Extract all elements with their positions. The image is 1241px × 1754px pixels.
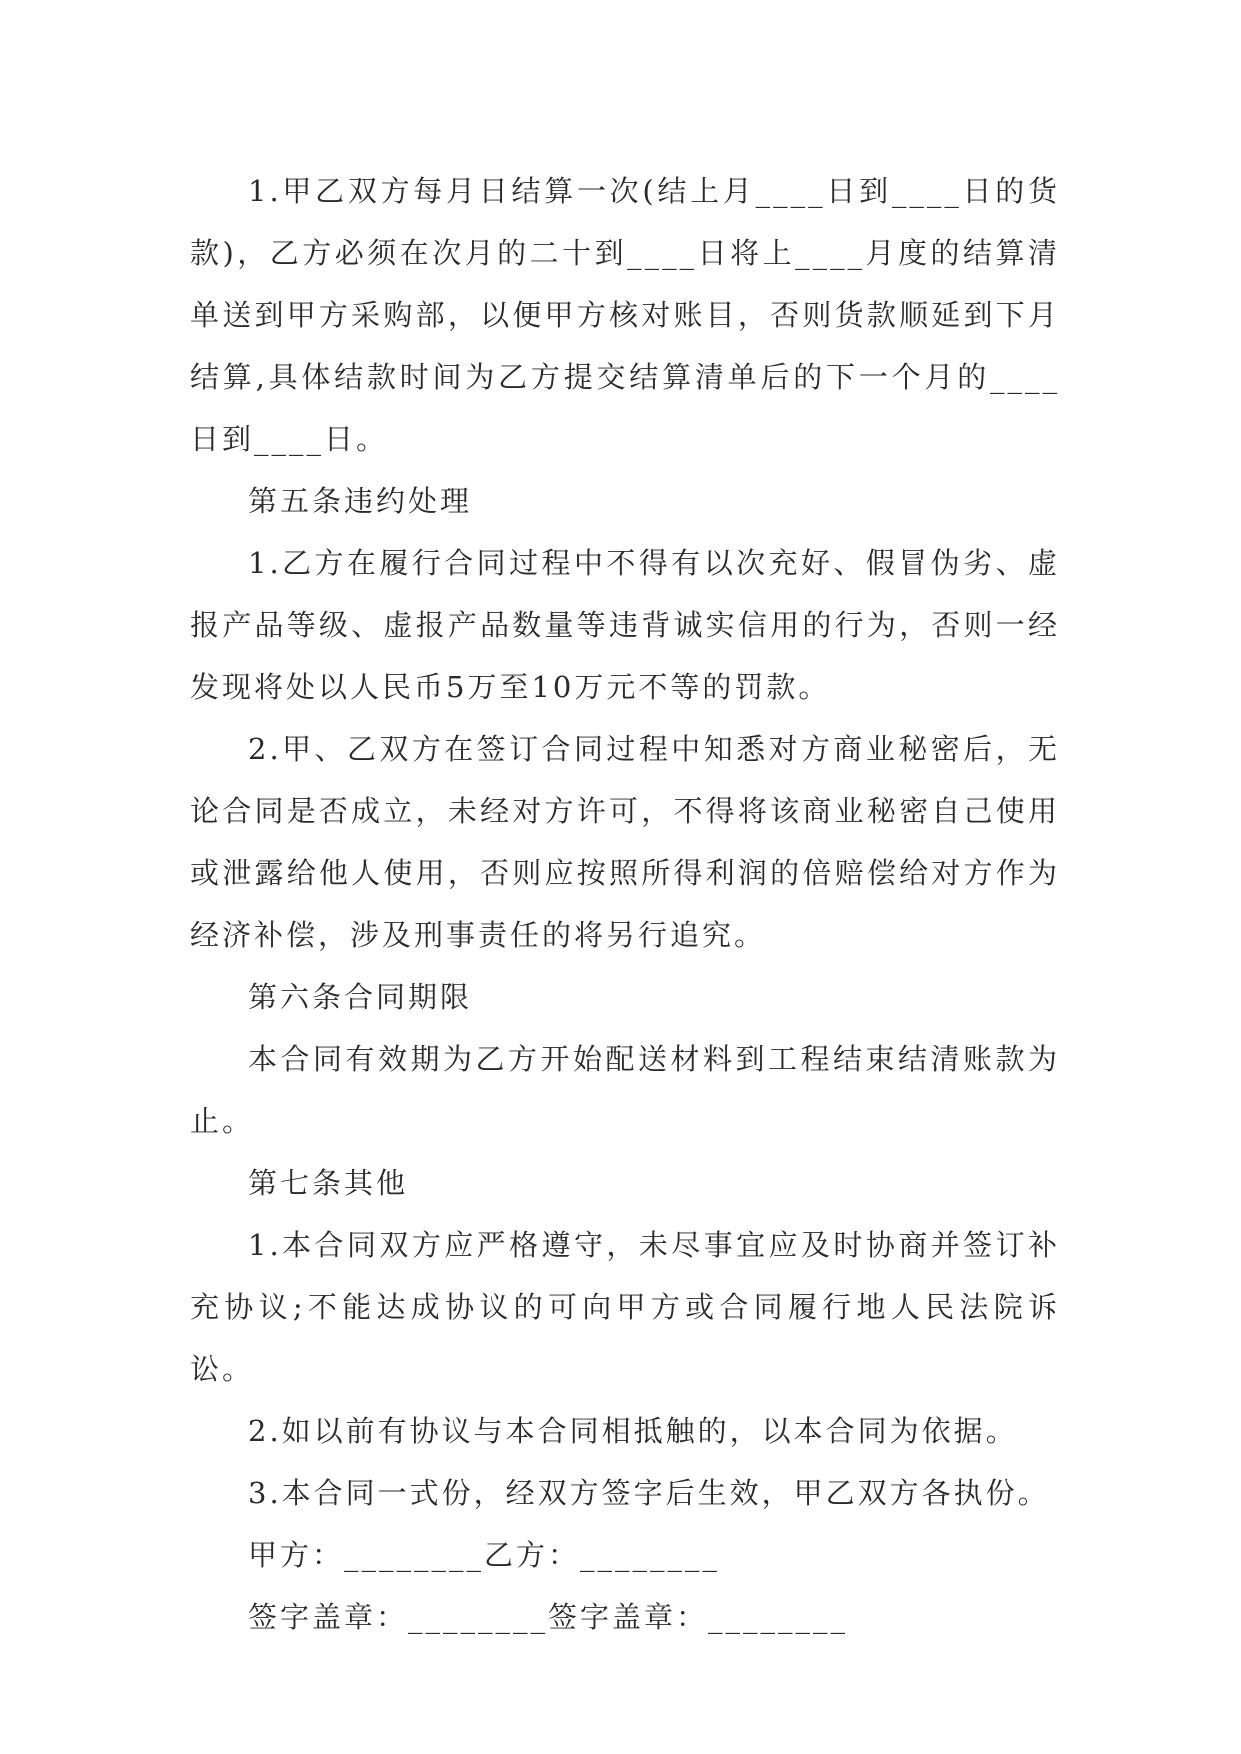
- clause-4-item-1: 1.甲乙双方每月日结算一次(结上月____日到____日的货款)，乙方必须在次月的二十到____日将上____月度的结算清单送到甲方采购部，以便甲方核对账目，否则货款顺延到下月结算,具体结款时间为乙方提交结算清单后的下一个月的____日到____日。: [190, 174, 1060, 456]
- clause-7-item-2: 2.如以前有协议与本合同相抵触的，以本合同为依据。: [248, 1414, 1018, 1448]
- clause-5-heading: 第五条违约处理: [248, 484, 473, 518]
- signature-parties-line: 甲方：________乙方：________: [248, 1538, 721, 1572]
- clause-6-body: 本合同有效期为乙方开始配送材料到工程结束结清账款为止。: [190, 1042, 1060, 1138]
- clause-7-item-3: 3.本合同一式份，经双方签字后生效，甲乙双方各执份。: [248, 1476, 1050, 1510]
- clause-6-heading: 第六条合同期限: [248, 980, 473, 1014]
- clause-7-heading: 第七条其他: [248, 1166, 409, 1200]
- clause-5-item-1: 1.乙方在履行合同过程中不得有以次充好、假冒伪劣、虚报产品等级、虚报产品数量等违背诚实信用的行为，否则一经发现将处以人民币5万至10万元不等的罚款。: [190, 546, 1060, 704]
- clause-5-item-2: 2.甲、乙双方在签订合同过程中知悉对方商业秘密后，无论合同是否成立，未经对方许可，不得将该商业秘密自己使用或泄露给他人使用，否则应按照所得利润的倍赔偿给对方作为经济补偿，涉及刑事责任的将另行追究。: [190, 732, 1060, 952]
- document-body: [190, 160, 1060, 1648]
- clause-7-item-1: 1.本合同双方应严格遵守，未尽事宜应及时协商并签订补充协议;不能达成协议的可向甲方或合同履行地人民法院诉讼。: [190, 1228, 1060, 1386]
- signature-seal-line: 签字盖章：________签字盖章：________: [248, 1600, 849, 1634]
